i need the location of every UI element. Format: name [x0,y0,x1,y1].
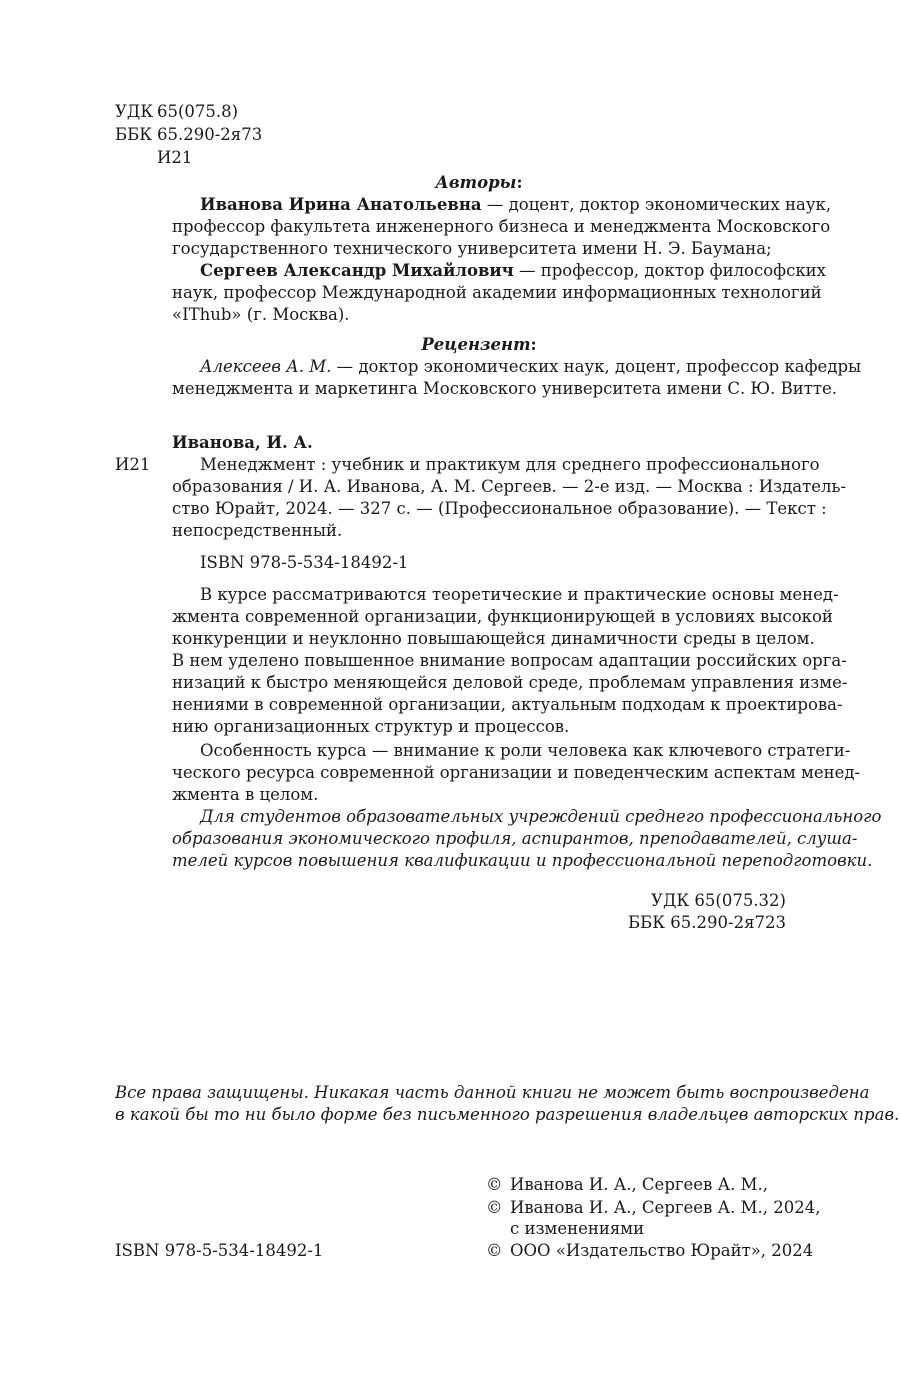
audience-line: Для студентов образовательных учреждений среднего профессионального [200,807,882,826]
audience-line: образования экономического профиля, аспирантов, преподавателей, слуша- [172,829,858,848]
bbk-label: ББК [115,125,153,144]
udk-value: 65(075.8) [157,102,239,121]
copyright-line: Иванова И. А., Сергеев А. М., 2024, [510,1198,821,1217]
annotation-line: В курсе рассматриваются теоретические и практические основы менед- [200,585,839,604]
authors-heading: Авторы: [435,173,523,192]
author2-line3: «IThub» (г. Москва). [172,305,350,324]
annotation-line: Особенность курса — внимание к роли человека как ключевого стратеги- [200,741,851,760]
author1-name: Иванова Ирина Анатольевна [200,195,482,214]
bib-line: образования / И. А. Иванова, А. М. Сергеев. — 2-е изд. — Москва : Издатель- [172,477,847,496]
udk-right: УДК 65(075.32) [651,891,786,910]
bib-line: Менеджмент : учебник и практикум для среднего профессионального [200,455,820,474]
bib-isbn: ISBN 978-5-534-18492-1 [200,553,409,572]
copyright-line: Иванова И. А., Сергеев А. М., [510,1175,768,1194]
copyright-icon: © [486,1198,503,1217]
bib-line: ство Юрайт, 2024. — 327 с. — (Профессиональное образование). — Текст : [172,499,827,518]
annotation-line: нениями в современной организации, актуальным подходам к проектирова- [172,695,843,714]
bib-line: непосредственный. [172,521,343,540]
annotation-line: жмента в целом. [172,785,319,804]
author2-line2: наук, профессор Международной академии информационных технологий [172,283,822,302]
author2-name: Сергеев Александр Михайлович [200,261,514,280]
reviewer-line2: менеджмента и маркетинга Московского университета имени С. Ю. Витте. [172,379,838,398]
copyright-icon: © [486,1241,503,1260]
author2-line1: Сергеев Александр Михайлович — профессор, доктор философских [200,261,826,280]
footer-isbn: ISBN 978-5-534-18492-1 [115,1241,324,1260]
reviewer-heading: Рецензент: [421,335,537,354]
bbk-value: 65.290-2я73 [157,125,263,144]
annotation-line: ческого ресурса современной организации и поведенческим аспектам менед- [172,763,861,782]
copyright-line: с изменениями [510,1219,645,1238]
author-mark: И21 [157,148,193,167]
reviewer-line1: Алексеев А. М. — доктор экономических наук, доцент, профессор кафедры [200,357,862,376]
rights-line: Все права защищены. Никакая часть данной книги не может быть воспроизведена [115,1083,870,1102]
annotation-line: низаций к быстро меняющейся деловой среде, проблемам управления изме- [172,673,848,692]
annotation-line: конкуренции и неуклонно повышающейся динамичности среды в целом. [172,629,815,648]
rights-line: в какой бы то ни было форме без письменного разрешения владельцев авторских прав. [115,1105,900,1124]
bib-mark: И21 [115,455,151,474]
bbk-right: ББК 65.290-2я723 [628,913,786,932]
bib-author: Иванова, И. А. [172,433,313,452]
copyright-line: ООО «Издательство Юрайт», 2024 [510,1241,814,1260]
audience-line: телей курсов повышения квалификации и профессиональной переподготовки. [172,851,873,870]
annotation-line: В нем уделено повышенное внимание вопросам адаптации российских орга- [172,651,847,670]
author1-line3: государственного технического университета имени Н. Э. Баумана; [172,239,772,258]
author1-line2: профессор факультета инженерного бизнеса и менеджмента Московского [172,217,831,236]
annotation-line: жмента современной организации, функционирующей в условиях высокой [172,607,833,626]
author1-line1: Иванова Ирина Анатольевна — доцент, доктор экономических наук, [200,195,832,214]
copyright-icon: © [486,1175,503,1194]
udk-label: УДК [115,102,154,121]
annotation-line: нию организационных структур и процессов. [172,717,570,736]
reviewer-name: Алексеев А. М. [200,357,332,376]
